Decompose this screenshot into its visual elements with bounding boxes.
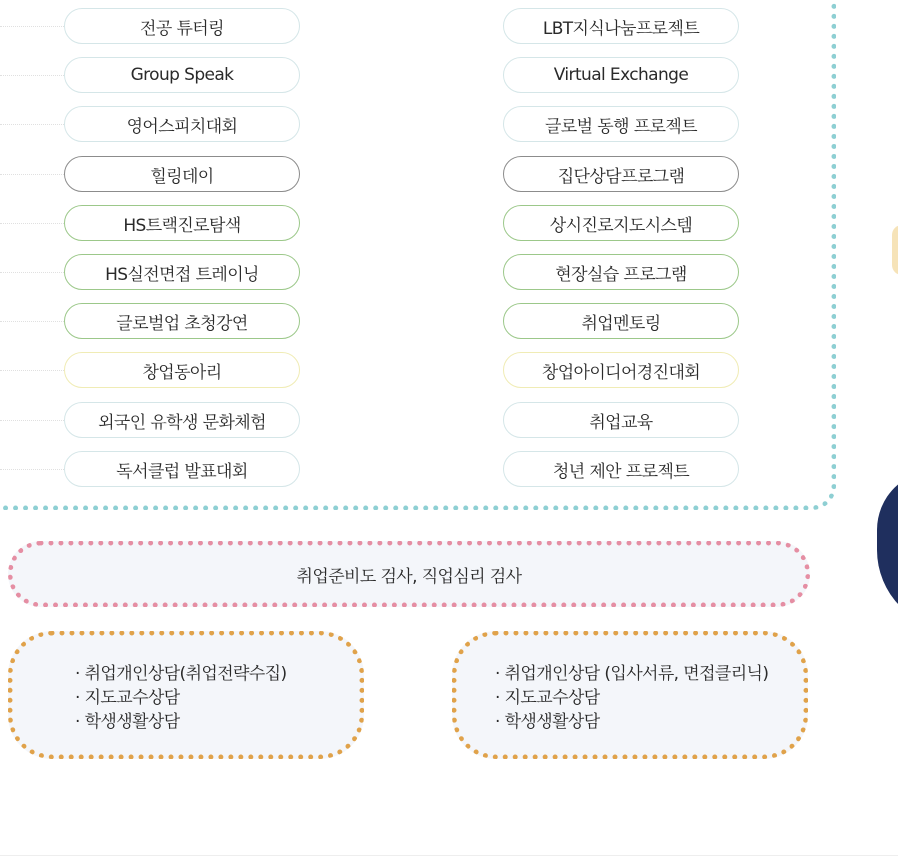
- program-right-pill: [503, 8, 739, 44]
- program-left-label: 독서클럽 발표대회: [116, 461, 248, 482]
- counseling-item: · 지도교수상담: [495, 686, 768, 710]
- program-left-label: 글로벌업 초청강연: [116, 313, 248, 334]
- row-guide-line: [0, 26, 64, 27]
- program-left-pill: [64, 254, 300, 290]
- program-left-pill: [64, 57, 300, 93]
- row-guide-line: [0, 75, 64, 76]
- counseling-item: · 학생생활상담: [495, 710, 768, 734]
- program-left-pill: [64, 205, 300, 241]
- program-left-label: 창업동아리: [142, 362, 222, 383]
- row-guide-line: [0, 370, 64, 371]
- navy-decoration: [877, 470, 898, 630]
- program-left-pill: [64, 106, 300, 142]
- program-right-label: 현장실습 프로그램: [555, 264, 687, 285]
- program-right-pill: [503, 106, 739, 142]
- program-right-pill: [503, 451, 739, 487]
- program-right-label: 취업멘토링: [581, 313, 661, 334]
- program-left-label: HS트랙진로탐색: [123, 215, 241, 236]
- program-right-pill: [503, 205, 739, 241]
- counseling-list-left: [75, 662, 287, 734]
- program-left-label: 영어스피치대회: [126, 116, 238, 137]
- counseling-item: · 학생생활상담: [75, 710, 287, 734]
- program-right-label: Virtual Exchange: [553, 65, 689, 85]
- program-right-label: 글로벌 동행 프로젝트: [544, 116, 697, 137]
- row-guide-line: [0, 321, 64, 322]
- program-left-pill: [64, 402, 300, 438]
- program-left-pill: [64, 303, 300, 339]
- program-right-label: 창업아이디어경진대회: [541, 362, 701, 383]
- program-left-label: 외국인 유학생 문화체험: [98, 412, 266, 433]
- row-guide-line: [0, 420, 64, 421]
- program-right-label: LBT지식나눔프로젝트: [542, 18, 700, 39]
- tan-decoration: [892, 225, 898, 275]
- program-right-pill: [503, 156, 739, 192]
- assessment-box: [8, 541, 810, 607]
- program-right-pill: [503, 303, 739, 339]
- bottom-divider: [0, 855, 898, 856]
- program-left-label: 전공 튜터링: [140, 18, 224, 39]
- program-left-pill: [64, 156, 300, 192]
- counseling-item: · 지도교수상담: [75, 686, 287, 710]
- program-right-label: 취업교육: [589, 412, 653, 433]
- program-left-label: HS실전면접 트레이닝: [105, 264, 259, 285]
- row-guide-line: [0, 223, 64, 224]
- counseling-list-right: [495, 662, 768, 734]
- program-right-pill: [503, 352, 739, 388]
- program-right-label: 집단상담프로그램: [557, 166, 685, 187]
- program-left-label: Group Speak: [130, 65, 234, 85]
- row-guide-line: [0, 124, 64, 125]
- program-left-pill: [64, 352, 300, 388]
- row-guide-line: [0, 272, 64, 273]
- row-guide-line: [0, 174, 64, 175]
- program-right-pill: [503, 254, 739, 290]
- program-left-pill: [64, 8, 300, 44]
- program-right-label: 상시진로지도시스템: [549, 215, 693, 236]
- counseling-item: · 취업개인상담(취업전략수집): [75, 662, 287, 686]
- counseling-box-right: [452, 631, 808, 759]
- assessment-label: 취업준비도 검사, 직업심리 검사: [296, 566, 522, 587]
- counseling-box-left: [8, 631, 364, 759]
- program-left-pill: [64, 451, 300, 487]
- program-right-pill: [503, 402, 739, 438]
- row-guide-line: [0, 469, 64, 470]
- program-right-pill: [503, 57, 739, 93]
- program-left-label: 힐링데이: [150, 166, 214, 187]
- program-right-label: 청년 제안 프로젝트: [552, 461, 690, 482]
- counseling-item: · 취업개인상담 (입사서류, 면접클리닉): [495, 662, 768, 686]
